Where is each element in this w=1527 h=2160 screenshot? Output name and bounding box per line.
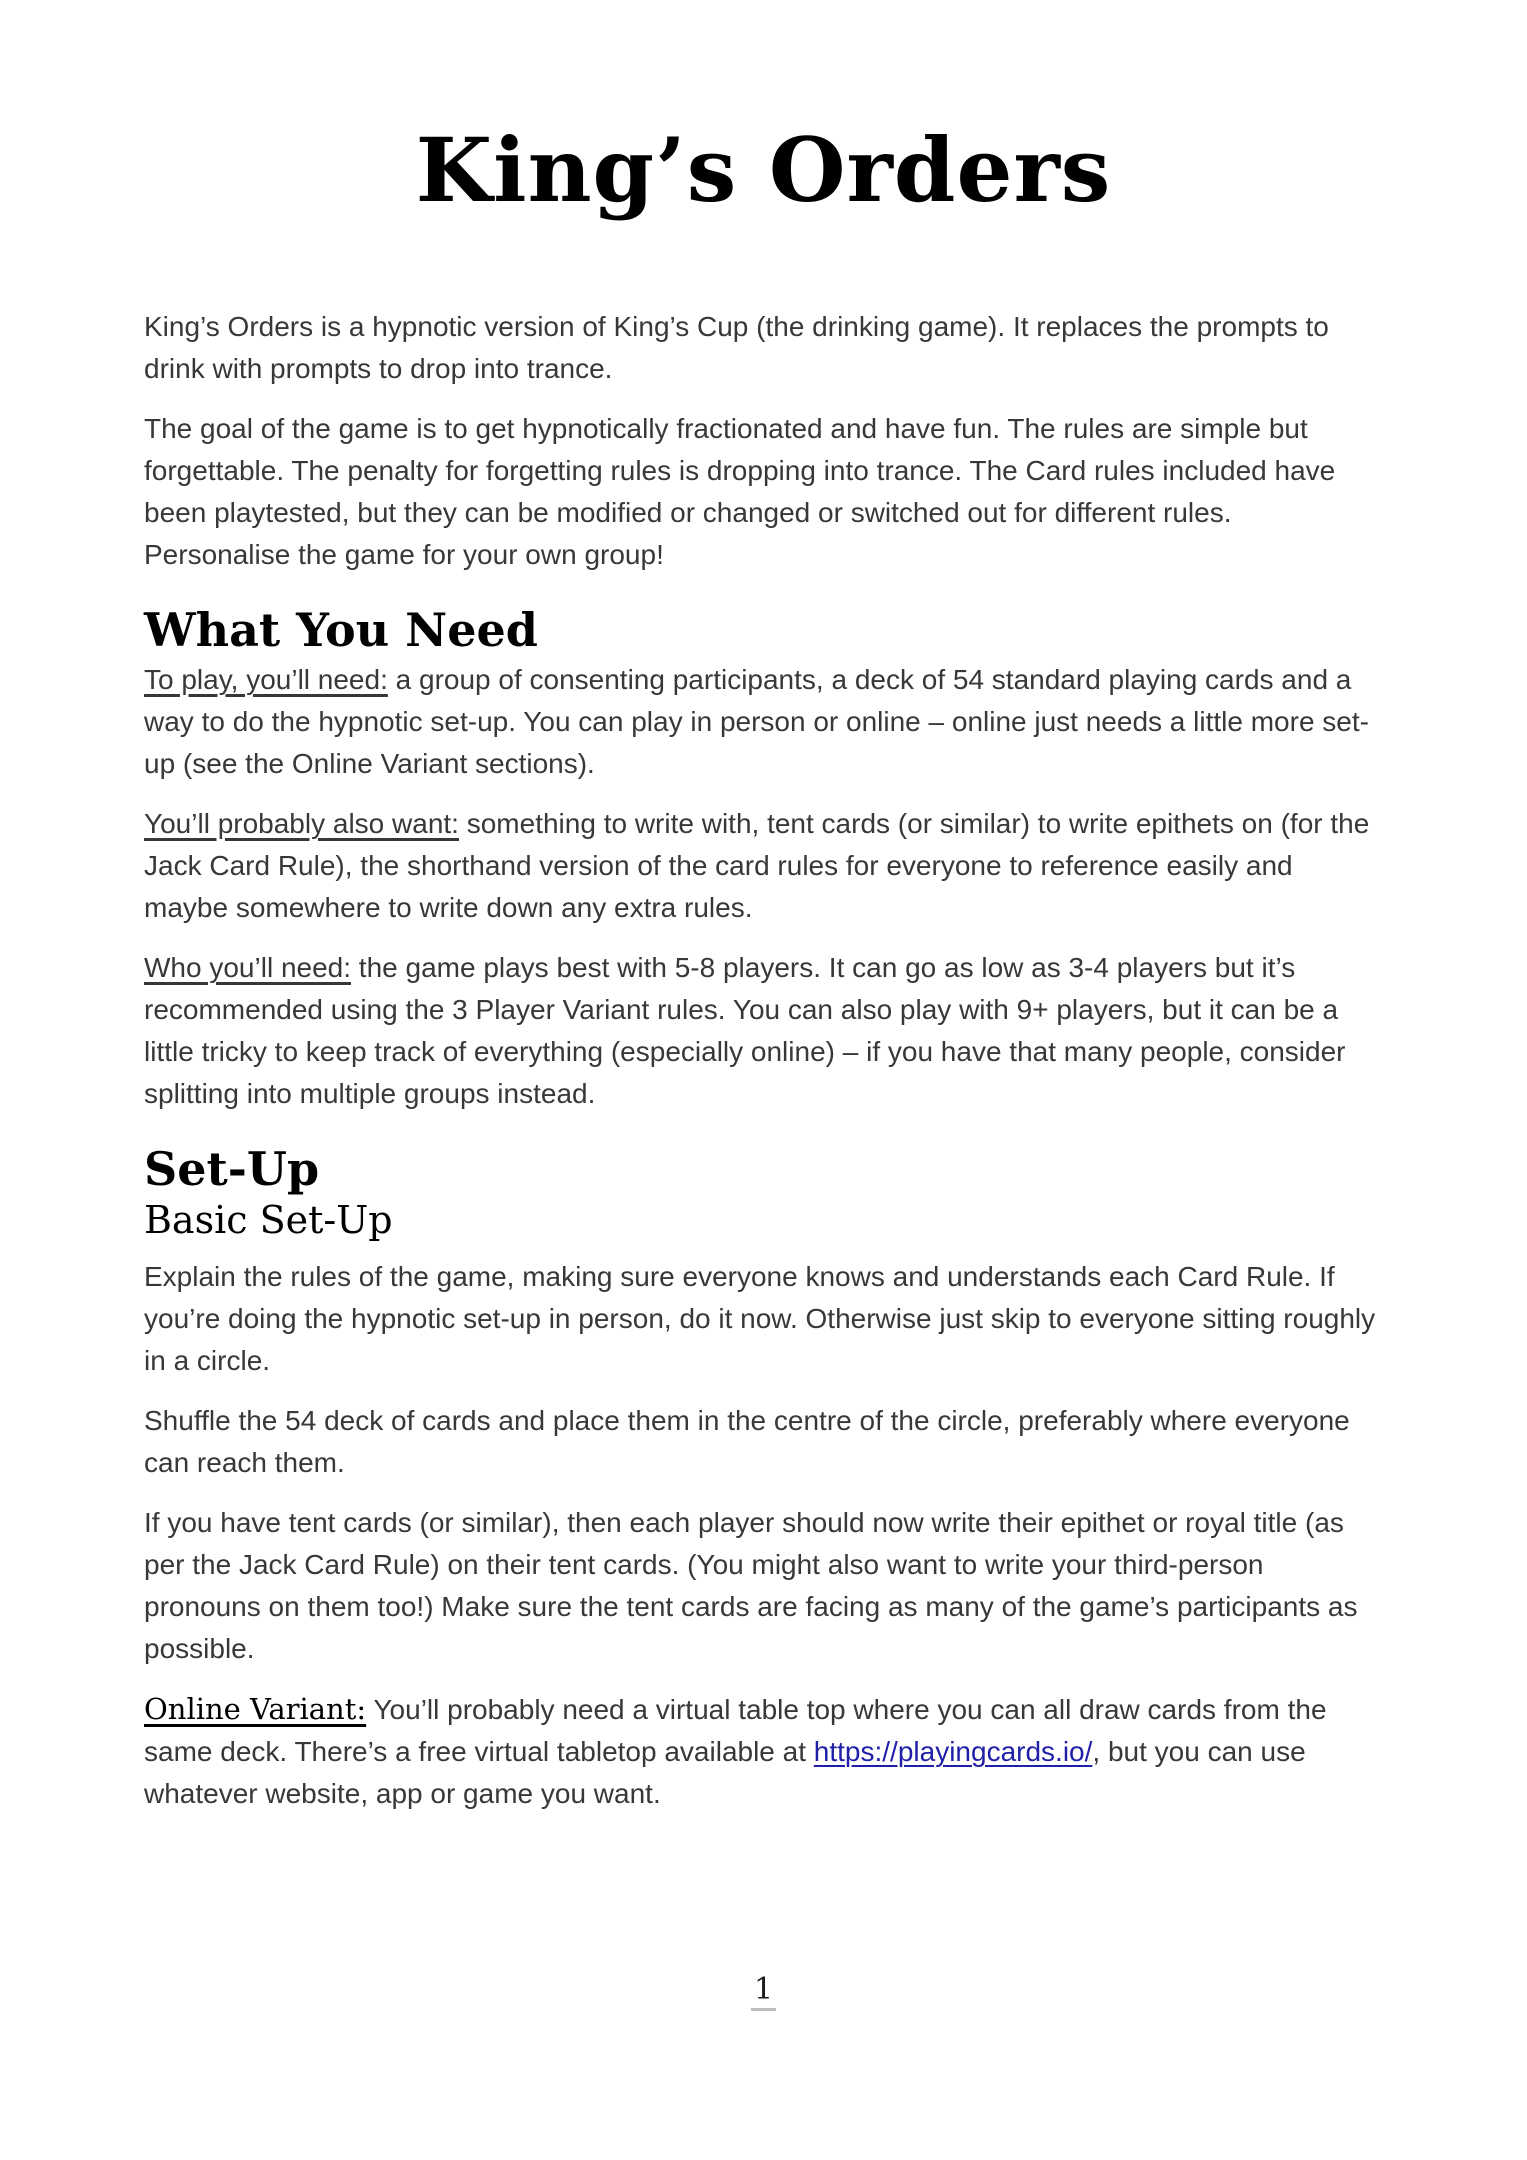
paragraph-online-variant	[144, 1688, 1383, 1815]
to-play-label: To play, you’ll need:	[144, 664, 388, 696]
playingcards-link[interactable]: https://playingcards.io/	[813, 1735, 1093, 1767]
paragraph-shuffle-deck: Shuffle the 54 deck of cards and place them in the centre of the circle, preferably where everyone can reach them.	[144, 1404, 1350, 1478]
online-variant-text-before-link: You’ll probably need a virtual table top where you can all draw cards from the same deck. There’s a free virtual tabletop available at	[144, 1693, 1327, 1767]
section-heading-set-up: Set-Up	[144, 1142, 320, 1197]
who-you-need-text: the game plays best with 5-8 players. It can go as low as 3-4 players but it’s recommended using the 3 Player Variant rules. You can also play with 9+ players, but it can be a little tricky to keep track of everything (especially online) – if you have that many people, consider splitting into multiple groups instead.	[144, 952, 1346, 1110]
paragraph-also-want	[144, 803, 1383, 929]
also-want-label: You’ll probably also want:	[144, 808, 459, 840]
intro-paragraph-1: King’s Orders is a hypnotic version of King’s Cup (the drinking game). It replaces the prompts to drink with prompts to drop into trance.	[144, 311, 1329, 385]
online-variant-text-after-link: , but you can use whatever website, app or game you want.	[144, 1735, 1306, 1809]
section-heading-what-you-need: What You Need	[144, 603, 538, 658]
page-footer	[0, 1972, 1527, 2011]
also-want-text: something to write with, tent cards (or similar) to write epithets on (for the Jack Card Rule), the shorthand version of the card rules for everyone to reference easily and maybe somewhere to write down any extra rules.	[144, 808, 1370, 924]
paragraph-explain-rules: Explain the rules of the game, making sure everyone knows and understands each Card Rule. If you’re doing the hypnotic set-up in person, do it now. Otherwise just skip to everyone sitting roughly in a circle.	[144, 1260, 1376, 1376]
paragraph-to-play	[144, 659, 1383, 785]
to-play-text: a group of consenting participants, a deck of 54 standard playing cards and a way to do the hypnotic set-up. You can play in person or online – online just needs a little more set-up (see the Online Variant sections).	[144, 664, 1369, 780]
document-title: King’s Orders	[415, 118, 1112, 222]
page-number: 1	[751, 1972, 776, 2011]
paragraph-who-you-need	[144, 947, 1383, 1115]
paragraph-tent-cards: If you have tent cards (or similar), then each player should now write their epithet or royal title (as per the Jack Card Rule) on their tent cards. (You might also want to write your third-person pronouns on them too!) Make sure the tent cards are facing as many of the game’s participants as possible.	[144, 1506, 1358, 1664]
intro-paragraph-2: The goal of the game is to get hypnotically fractionated and have fun. The rules are simple but forgettable. The penalty for forgetting rules is dropping into trance. The Card rules included have been playtested, but they can be modified or changed or switched out for different rules. Personalise the game for your own group!	[144, 413, 1336, 571]
subsection-heading-basic-set-up: Basic Set-Up	[144, 1198, 393, 1243]
who-you-need-label: Who you’ll need:	[144, 952, 352, 984]
online-variant-label: Online Variant:	[144, 1691, 367, 1726]
